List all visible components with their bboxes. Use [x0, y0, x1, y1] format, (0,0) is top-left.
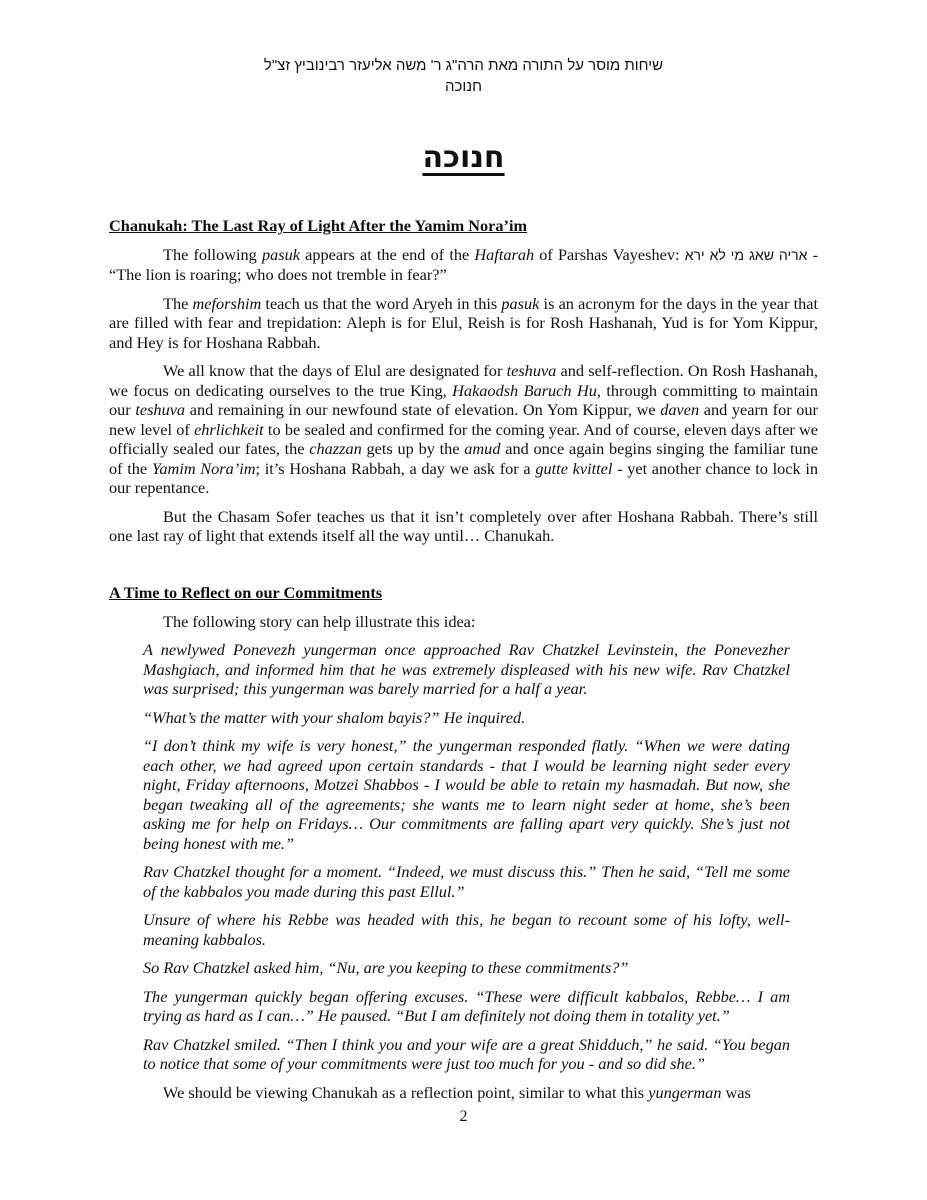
running-header-subtitle: חנוכה [445, 78, 482, 95]
text-run: teshuva [506, 361, 557, 380]
section-2-body [109, 612, 818, 1103]
text-run: gets up by the [361, 439, 465, 458]
text-run: Haftarah [474, 244, 535, 264]
paragraph [143, 987, 790, 1026]
section-2 [109, 583, 818, 1111]
text-run: “What’s the matter with your shalom bayis?” He inquired. [143, 707, 526, 727]
text-run: teshuva [135, 400, 186, 419]
paragraph [109, 612, 818, 632]
paragraph [109, 1083, 818, 1103]
text-run: chazzan [309, 439, 362, 458]
text-run: We should be viewing Chanukah as a reflection point, similar to what this [163, 1082, 649, 1102]
text-run: - “The lion is roaring; who does not tremble in fear?” [109, 244, 819, 284]
text-run: and remaining in our newfound state of elevation. On Yom Kippur, we [185, 400, 661, 419]
paragraph [109, 245, 818, 285]
paragraph [109, 507, 818, 546]
text-run: “I don’t think my wife is very honest,” the yungerman responded flatly. “When we were dating each other, we had agreed upon certain standards - that I would be learning night seder every night, Friday afternoons, Motzei Shabbos - I would be able to retain my hasmadah. But now, she began tweaking all of the agreements; she wants me to learn night seder at home, she’s been asking me for help on Fridays… Our commitments are falling apart very quickly. She’s just not being honest with me.” [143, 736, 790, 853]
paragraph [109, 361, 818, 498]
section-heading: A Time to Reflect on our Commitments [109, 583, 383, 602]
text-run: of Parshas Vayeshev: [534, 244, 685, 264]
hebrew-quote: אריה שאג מי לא ירא [684, 246, 808, 263]
text-run: Unsure of where his Rebbe was headed with this, he began to recount some of his lofty, well-meaning kabbalos. [143, 910, 790, 949]
text-run: The [163, 293, 193, 313]
text-run: to be sealed and confirmed for the coming year. And of course, eleven days after we officially sealed our fates, the [109, 419, 818, 458]
text-run: teach us that the word Aryeh in this [261, 293, 502, 313]
section-1-body [109, 245, 818, 546]
text-run: Rav Chatzkel smiled. “Then I think you and your wife are a great Shidduch,” he said. “You began to notice that some of your commitments were just too much for you - and so did she.” [143, 1034, 790, 1073]
text-run: Yamim Nora’im [151, 458, 256, 478]
paragraph [143, 1035, 790, 1074]
text-run: The yungerman quickly began offering excuses. “These were difficult kabbalos, Rebbe… I am trying as hard as I can…” He paused. “But I am definitely not doing them in totality yet.” [143, 986, 790, 1025]
page-title: חנוכה [422, 140, 505, 175]
running-header: שיחות מוסר על התורה מאת הרה"ג ר' משה אליעזר רבינוביץ זצ"ל [263, 57, 664, 74]
section-1 [109, 216, 818, 555]
text-run: The following story can help illustrate this idea: [163, 611, 476, 631]
text-run: A newlywed Ponevezh yungerman once approached Rav Chatzkel Levinstein, the Ponevezher Mashgiach, and informed him that he was extremely displeased with his new wife. Rav Chatzkel was surprised; this yungerman was barely married for a half a year. [143, 640, 790, 698]
text-run: amud [464, 439, 501, 458]
text-run: We all know that the days of Elul are designated for [163, 361, 507, 380]
paragraph [143, 910, 790, 949]
text-run: and yearn for our new level of [109, 400, 818, 439]
text-run: yungerman [648, 1082, 722, 1102]
paragraph [143, 708, 790, 728]
section-heading: Chanukah: The Last Ray of Light After the Yamim Nora’im [109, 216, 528, 235]
text-run: Rav Chatzkel thought for a moment. “Indeed, we must discuss this.” Then he said, “Tell me some of the kabbalos you made during this past Ellul.” [143, 862, 790, 901]
text-run: and once again begins singing the familiar tune of the [109, 439, 819, 478]
text-run: was [721, 1082, 751, 1102]
text-run: ; it’s Hoshana Rabbah, a day we ask for a [255, 458, 536, 478]
text-run: So Rav Chatzkel asked him, “Nu, are you keeping to these commitments?” [143, 958, 629, 977]
text-run: meforshim [192, 293, 262, 313]
paragraph [143, 862, 790, 901]
text-run: ehrlichkeit [194, 419, 264, 439]
text-run: Hakaodsh Baruch Hu, [452, 380, 601, 400]
paragraph [143, 736, 790, 853]
text-run: and self-reflection. On Rosh Hashanah, we focus on dedicating ourselves to the true King, [109, 361, 818, 400]
paragraph [143, 640, 790, 699]
text-run: But the Chasam Sofer teaches us that it isn’t completely over after Hoshana Rabbah. There’s still one last ray of light that extends itself all the way until… Chanukah. [109, 506, 818, 545]
text-run: - yet another chance to lock in our repentance. [109, 458, 818, 497]
text-run: through committing to maintain our [109, 380, 819, 419]
text-run: The following [163, 244, 262, 264]
text-run: pasuk [501, 293, 540, 313]
page-number: 2 [459, 1108, 468, 1125]
text-run: gutte kvittel [535, 458, 613, 478]
text-run: daven [660, 400, 700, 419]
text-run: appears at the end of the [299, 244, 475, 264]
text-run: pasuk [261, 244, 300, 264]
paragraph [143, 958, 790, 978]
paragraph [109, 294, 818, 353]
text-run: is an acronym for the days in the year that are filled with fear and trepidation: Aleph is for Elul, Reish is for Rosh Hashanah, Yud is for Yom Kippur, and Hey is for Hoshana Rabbah. [109, 293, 819, 352]
